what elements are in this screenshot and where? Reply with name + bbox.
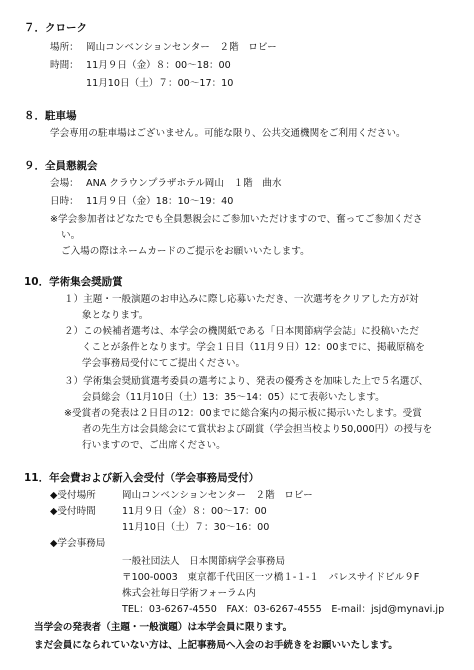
party-venue-value: ANA クラウンプラザホテル岡山 １階 曲水: [86, 178, 282, 189]
award-item-1-line-2: 象となります。: [82, 310, 149, 321]
reception-place-label: ◆受付場所: [50, 490, 96, 501]
footer-note-2: まだ会員になられていない方は、上記事務局へ入会のお手続きをお願いいたします。: [34, 640, 398, 651]
office-org: 一般社団法人 日本関節病学会事務局: [122, 556, 286, 567]
cloak-place-value: 岡山コンベンションセンター ２階 ロビー: [86, 42, 277, 53]
award-item-3-line-2: 会員総会（11月10日（土）13：35～14：05）にて表彰いたします。: [82, 392, 385, 403]
footer-note-1: 当学会の発表者（主題・一般演題）は本学会員に限ります。: [34, 622, 293, 633]
award-note-line-2: 者の先生方は会員総会にて賞状および副賞（学会担当校より50,000円）の授与を: [82, 424, 433, 435]
party-date-value: 11月９日（金）18：10～19：40: [86, 196, 234, 207]
party-venue-label: 会場：: [50, 178, 79, 189]
party-note-line-1: ※学会参加者はどなたでも全員懇親会にご参加いただけますので、奮ってご参加くださ: [50, 214, 423, 225]
office-address: 〒100-0003 東京都千代田区一ツ橋１-１-１ パレスサイドビル９F: [122, 572, 420, 583]
parking-text: 学会専用の駐車場はございません。可能な限り、公共交通機関をご利用ください。: [50, 128, 406, 139]
party-note-2: ご入場の際はネームカードのご提示をお願いいたします。: [61, 246, 310, 257]
award-note-line-3: 行いますので、ご出席ください。: [82, 440, 226, 451]
cloak-time-label: 時間：: [50, 60, 79, 71]
office-company: 株式会社毎日学術フォーラム内: [122, 588, 256, 599]
award-item-1-line-1: １）主題・一般演題のお申込みに際し応募いただき、一次選考をクリアした方が対: [64, 294, 419, 305]
section-9-heading: ９．全員懇親会: [24, 160, 98, 172]
reception-time-label: ◆受付時間: [50, 506, 96, 517]
award-item-3-line-1: ３）学術集会奨励賞選考委員の選考により、発表の優秀さを加味した上で５名選び、: [64, 376, 429, 387]
section-7-heading: ７．クローク: [24, 22, 87, 34]
cloak-time-line-2: 11月10日（土）７：00～17：10: [86, 78, 234, 89]
award-item-2-line-3: 学会事務局受付にてご提出ください。: [82, 358, 246, 369]
award-item-2-line-1: ２）この候補者選考は、本学会の機関紙である「日本関節病学会誌」に投稿いただ: [64, 326, 419, 337]
section-8-heading: ８．駐車場: [24, 110, 77, 122]
section-11-heading: 11．年会費および新入会受付（学会事務局受付）: [24, 472, 260, 484]
cloak-time-line-1: 11月９日（金）８：00～18：00: [86, 60, 231, 71]
reception-time-line-1: 11月９日（金）８：00～17：00: [122, 506, 267, 517]
office-contact: TEL：03-6267-4550 FAX：03-6267-4555 E-mail：jsjd@mynavi.jp: [122, 604, 445, 615]
cloak-place-label: 場所：: [50, 42, 79, 53]
reception-time-line-2: 11月10日（土）７：30～16：00: [122, 522, 270, 533]
award-note-line-1: ※受賞者の発表は２日目の12：00までに総合案内の掲示板に掲示いたします。受賞: [64, 408, 422, 419]
award-item-2-line-2: くことが条件となります。学会１日目（11月９日）12：00までに、掲載原稿を: [82, 342, 425, 353]
reception-place-value: 岡山コンベンションセンター ２階 ロビー: [122, 490, 313, 501]
party-date-label: 日時：: [50, 196, 79, 207]
section-10-heading: 10．学術集会奨励賞: [24, 276, 123, 288]
party-note-line-2: い。: [61, 230, 81, 241]
office-label: ◆学会事務局: [50, 538, 106, 549]
